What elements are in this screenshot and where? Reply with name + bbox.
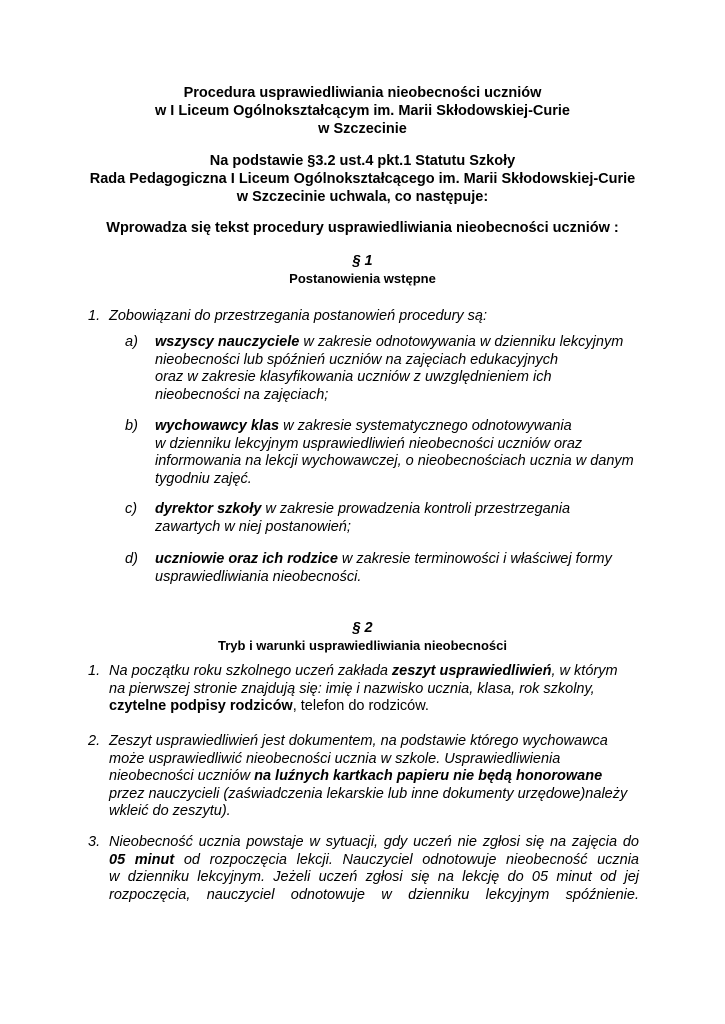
s2i3-line4: rozpoczęcia, nauczyciel odnotowuje w dzienniku lekcyjnym spóźnienie. (109, 886, 639, 903)
s2i2-line5: wkleić do zeszytu). (109, 803, 231, 819)
s2i2-line2: może usprawiedliwić nieobecności ucznia w szkole. Usprawiedliwienia (109, 750, 561, 767)
s2i3-line2-bold: 05 minut (109, 851, 175, 868)
sub-a-line3: oraz w zakresie klasyfikowania uczniów z uwzględnieniem ich (155, 369, 552, 385)
sub-a-line2: nieobecności lub spóźnień uczniów na zajęciach edukacyjnych (155, 351, 559, 368)
section-2-item-1-text (109, 663, 639, 716)
sub-c-text (155, 501, 655, 536)
section-2-item-2-text (109, 733, 644, 821)
section-2-symbol: § 2 (352, 620, 373, 636)
sub-b-bold: wychowawcy klas (155, 418, 280, 434)
basis-line-2: Rada Pedagogiczna I Liceum Ogólnokształcącego im. Marii Skłodowskiej-Curie (89, 171, 636, 187)
section-2-item-3-text (109, 834, 639, 904)
basis-line-1: Na podstawie §3.2 ust.4 pkt.1 Statutu Szkoły (209, 153, 516, 169)
sub-a-line1: w zakresie odnotowywania w dzienniku lekcyjnym (299, 334, 624, 350)
s2i1-line1-pre: Na początku roku szkolnego uczeń zakłada (109, 663, 392, 679)
s2i1-line1-bold: zeszyt usprawiedliwień (391, 663, 552, 679)
title-line-1: Procedura usprawiedliwiania nieobecności uczniów (183, 85, 542, 101)
intro-statement: Wprowadza się tekst procedury usprawiedliwiania nieobecności uczniów : (106, 220, 619, 236)
basis-line-3: w Szczecinie uchwala, co następuje: (236, 189, 489, 205)
sub-c-line1: w zakresie prowadzenia kontroli przestrzegania (261, 501, 571, 517)
s2i1-line3-bold: czytelne podpisy rodziców (109, 698, 293, 714)
sub-b-line2: w dzienniku lekcyjnym usprawiedliwień nieobecności uczniów oraz (155, 435, 583, 452)
s2i2-line1: Zeszyt usprawiedliwień jest dokumentem, na podstawie którego wychowawca (109, 733, 608, 749)
sub-b-text (155, 418, 675, 488)
sub-c-bold: dyrektor szkoły (155, 501, 262, 517)
section-2-item-1-number: 1. (88, 663, 101, 679)
section-1-title: Postanowienia wstępne (289, 271, 436, 286)
sub-a-line4: nieobecności na zajęciach; (155, 386, 329, 403)
sub-b-letter: b) (125, 418, 138, 434)
section-2-title: Tryb i warunki usprawiedliwiania nieobecności (218, 638, 507, 653)
sub-b-line3: informowania na lekcji wychowawczej, o nieobecnościach ucznia w danym (155, 453, 634, 469)
sub-d-letter: d) (125, 551, 138, 567)
s2i2-line3-bold: na luźnych kartkach papieru nie będą honorowane (254, 768, 603, 784)
s2i2-line4: przez nauczycieli (zaświadczenia lekarskie lub inne dokumenty urzędowe)należy (109, 785, 628, 802)
s2i2-line3-pre: nieobecności uczniów (109, 768, 255, 784)
s2i3-line2-post: od rozpoczęcia lekcji. Nauczyciel odnotowuje nieobecność ucznia (174, 851, 640, 868)
title-line-3: w Szczecinie (318, 121, 407, 137)
sub-c-letter: c) (125, 501, 138, 517)
sub-d-text (155, 551, 655, 586)
s2i1-line1-post: , w którym (551, 663, 618, 679)
section-2-item-2-number: 2. (88, 733, 101, 749)
section-1-item-1-number: 1. (88, 308, 101, 324)
title-line-2: w I Liceum Ogólnokształcącym im. Marii Skłodowskiej-Curie (155, 103, 570, 119)
sub-d-line2: usprawiedliwiania nieobecności. (155, 568, 362, 585)
s2i1-line2: na pierwszej stronie znajdują się: imię i nazwisko ucznia, klasa, rok szkolny, (109, 680, 595, 697)
s2i3-line1: Nieobecność ucznia powstaje w sytuacji, gdy uczeń nie zgłosi się na zajęcia do (109, 834, 639, 850)
section-1-item-1-text: Zobowiązani do przestrzegania postanowień procedury są: (109, 308, 488, 324)
section-1-symbol: § 1 (352, 253, 373, 269)
sub-c-line2: zawartych w niej postanowień; (155, 518, 351, 535)
section-2-item-3-number: 3. (88, 834, 101, 850)
sub-a-bold: wszyscy nauczyciele (155, 334, 300, 350)
sub-b-line1: w zakresie systematycznego odnotowywania (279, 418, 572, 434)
sub-d-line1: w zakresie terminowości i właściwej formy (337, 551, 612, 567)
sub-a-text (155, 334, 655, 404)
s2i1-line3-post: , telefon do rodziców. (292, 698, 429, 714)
sub-d-bold: uczniowie oraz ich rodzice (155, 551, 338, 567)
sub-a-letter: a) (125, 334, 138, 350)
s2i3-line3: w dzienniku lekcyjnym. Jeżeli uczeń zgłosi się na lekcję do 05 minut od jej (109, 869, 639, 885)
sub-b-line4: tygodniu zajęć. (155, 470, 252, 487)
